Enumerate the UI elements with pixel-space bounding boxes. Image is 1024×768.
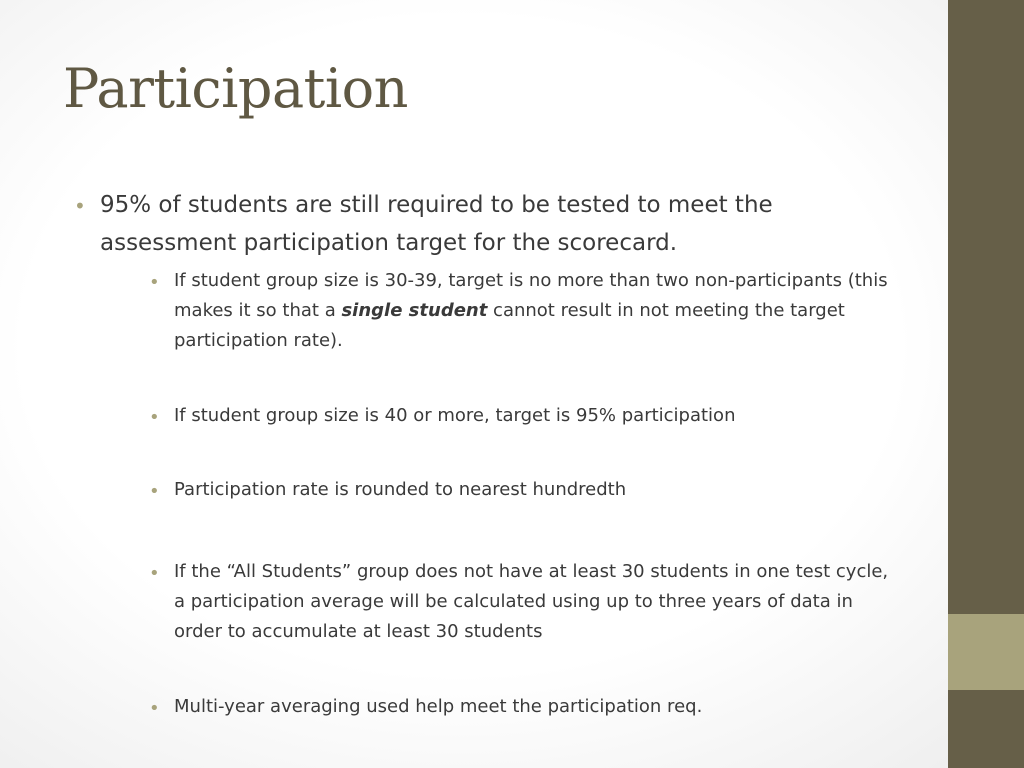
bullet-dot-sub5: • bbox=[149, 698, 160, 719]
sub-bullet-5: Multi-year averaging used help meet the participation req. bbox=[174, 696, 703, 717]
sub-bullet-4: If the “All Students” group does not have at least 30 students in one test cycle, a participation average will be calculated using up to three years of data in order to accumulate at least 30 students bbox=[174, 561, 889, 642]
sub-bullet-2: If student group size is 40 or more, target is 95% participation bbox=[174, 405, 736, 426]
sub-bullet-1-text-a: If student group size is 30-39, target is no more than two non-participants (this makes it so that a bbox=[174, 270, 888, 321]
bullet-dot-sub3: • bbox=[149, 481, 160, 502]
side-decoration-accent bbox=[948, 614, 1024, 690]
bullet-dot-sub1: • bbox=[149, 272, 160, 293]
bullet-dot-main: • bbox=[74, 194, 86, 218]
slide-title: Participation bbox=[63, 57, 408, 120]
sub-bullet-1-text-b: cannot result in not meeting the target participation rate). bbox=[174, 300, 845, 351]
bullet-dot-sub4: • bbox=[149, 563, 160, 584]
bullet-main: 95% of students are still required to be tested to meet the assessment participation target for the scorecard. bbox=[100, 192, 773, 256]
sub-bullet-1 bbox=[174, 266, 904, 356]
sub-bullet-3: Participation rate is rounded to nearest hundredth bbox=[174, 479, 627, 500]
bullet-dot-sub2: • bbox=[149, 407, 160, 428]
sub-bullet-1-emphasis: single student bbox=[341, 300, 488, 321]
